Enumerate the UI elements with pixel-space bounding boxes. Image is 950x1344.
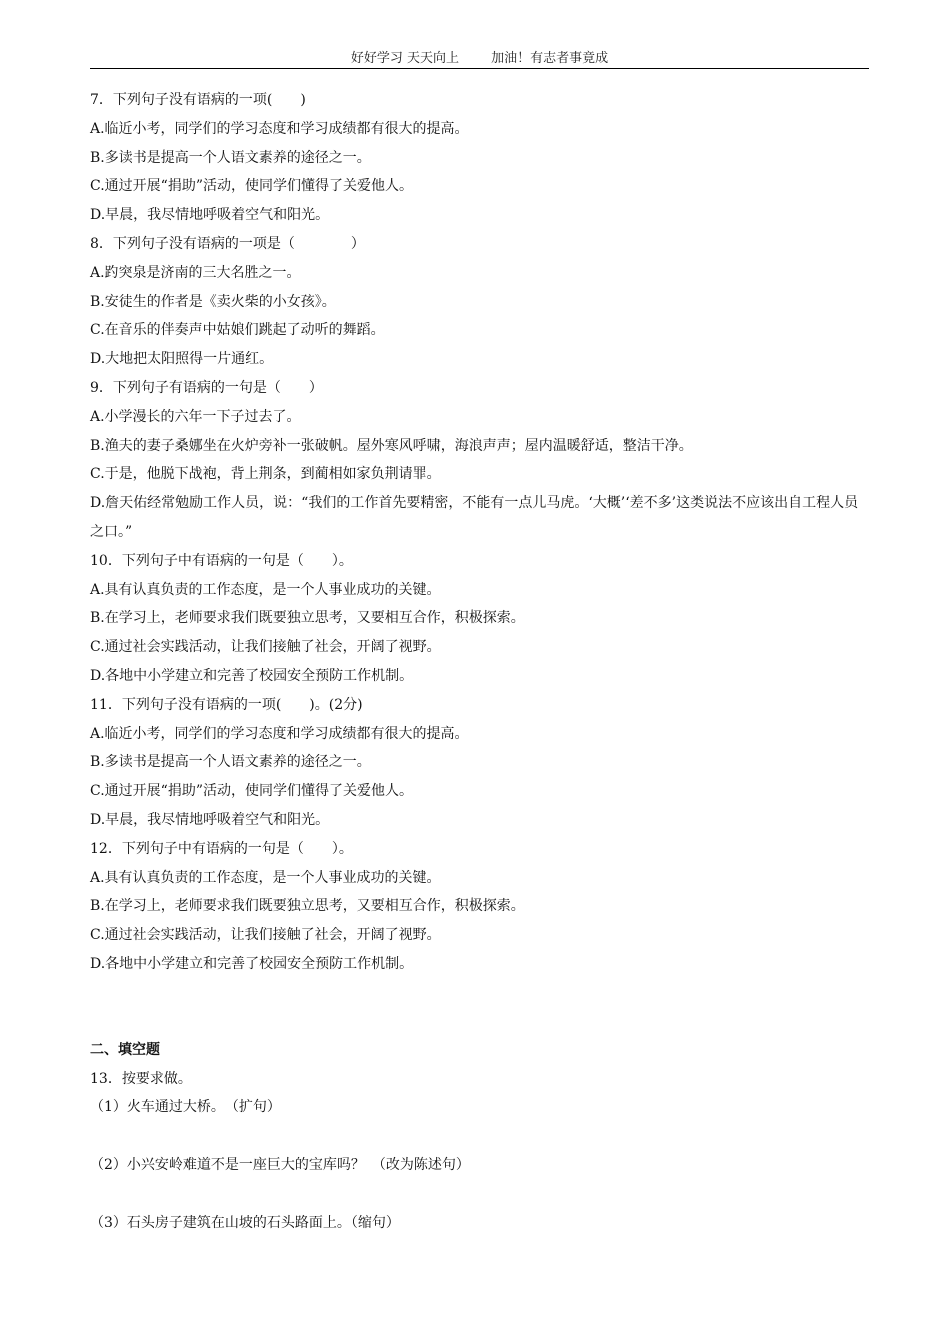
question-stem: 10．下列句子中有语病的一句是（ ）。 xyxy=(90,552,353,569)
answer-space xyxy=(90,1122,870,1151)
header-motto-right: 加油！有志者事竟成 xyxy=(491,51,609,66)
option: C.通过开展“捐助”活动，使同学们懂得了关爱他人。 xyxy=(90,178,413,195)
option: D.早晨，我尽情地呼吸着空气和阳光。 xyxy=(90,811,330,828)
option: A.临近小考，同学们的学习态度和学习成绩都有很大的提高。 xyxy=(90,120,469,137)
option: C.于是，他脱下战袍，背上荆条，到蔺相如家负荆请罪。 xyxy=(90,466,441,483)
answer-space xyxy=(90,1180,870,1209)
sub-question: （2）小兴安岭难道不是一座巨大的宝库吗？ （改为陈述句） xyxy=(90,1157,470,1174)
option: C.通过社会实践活动，让我们接触了社会，开阔了视野。 xyxy=(90,927,441,944)
spacer xyxy=(90,979,870,1036)
option: D.詹天佑经常勉励工作人员，说：“我们的工作首先要精密，不能有一点儿马虎。‘大概’‘差不多’这类说法不应该出自工程人员之口。” xyxy=(90,495,859,540)
option: A.趵突泉是济南的三大名胜之一。 xyxy=(90,264,301,281)
header-motto-left: 好好学习 天天向上 xyxy=(350,51,459,66)
option: D.大地把太阳照得一片通红。 xyxy=(90,351,274,368)
option: D.早晨，我尽情地呼吸着空气和阳光。 xyxy=(90,207,330,224)
option: A.小学漫长的六年一下子过去了。 xyxy=(90,408,301,425)
option: B.在学习上，老师要求我们既要独立思考，又要相互合作，积极探索。 xyxy=(90,610,525,627)
option: C.通过社会实践活动，让我们接触了社会，开阔了视野。 xyxy=(90,639,441,656)
question-stem: 7．下列句子没有语病的一项( ) xyxy=(90,92,306,108)
question-stem: 11．下列句子没有语病的一项( )。(2分) xyxy=(90,696,363,713)
option: D.各地中小学建立和完善了校园安全预防工作机制。 xyxy=(90,667,414,684)
document-body xyxy=(90,86,870,1238)
section-title: 二、填空题 xyxy=(90,1041,160,1058)
option: B.安徒生的作者是《卖火柴的小女孩》。 xyxy=(90,293,336,310)
option: B.渔夫的妻子桑娜坐在火炉旁补一张破帆。屋外寒风呼啸，海浪声声；屋内温暖舒适，整洁干净。 xyxy=(90,437,693,454)
option: A.具有认真负责的工作态度，是一个人事业成功的关键。 xyxy=(90,869,441,886)
question-stem: 12．下列句子中有语病的一句是（ ）。 xyxy=(90,840,353,857)
question-stem: 9．下列句子有语病的一句是（ ） xyxy=(90,379,323,396)
page-header xyxy=(90,50,869,69)
option: A.具有认真负责的工作态度，是一个人事业成功的关键。 xyxy=(90,581,441,598)
sub-question: （3）石头房子建筑在山坡的石头路面上。（缩句） xyxy=(90,1214,400,1231)
question-stem: 8．下列句子没有语病的一项是（ ） xyxy=(90,235,365,252)
option: D.各地中小学建立和完善了校园安全预防工作机制。 xyxy=(90,955,414,972)
option: B.多读书是提高一个人语文素养的途径之一。 xyxy=(90,754,371,771)
option: A.临近小考，同学们的学习态度和学习成绩都有很大的提高。 xyxy=(90,725,469,742)
option: B.在学习上，老师要求我们既要独立思考，又要相互合作，积极探索。 xyxy=(90,898,525,915)
option: C.在音乐的伴奏声中姑娘们跳起了动听的舞蹈。 xyxy=(90,322,385,339)
option: C.通过开展“捐助”活动，使同学们懂得了关爱他人。 xyxy=(90,783,413,800)
question-stem: 13．按要求做。 xyxy=(90,1070,192,1087)
sub-question: （1）火车通过大桥。 （扩句） xyxy=(90,1099,281,1116)
option: B.多读书是提高一个人语文素养的途径之一。 xyxy=(90,149,371,166)
